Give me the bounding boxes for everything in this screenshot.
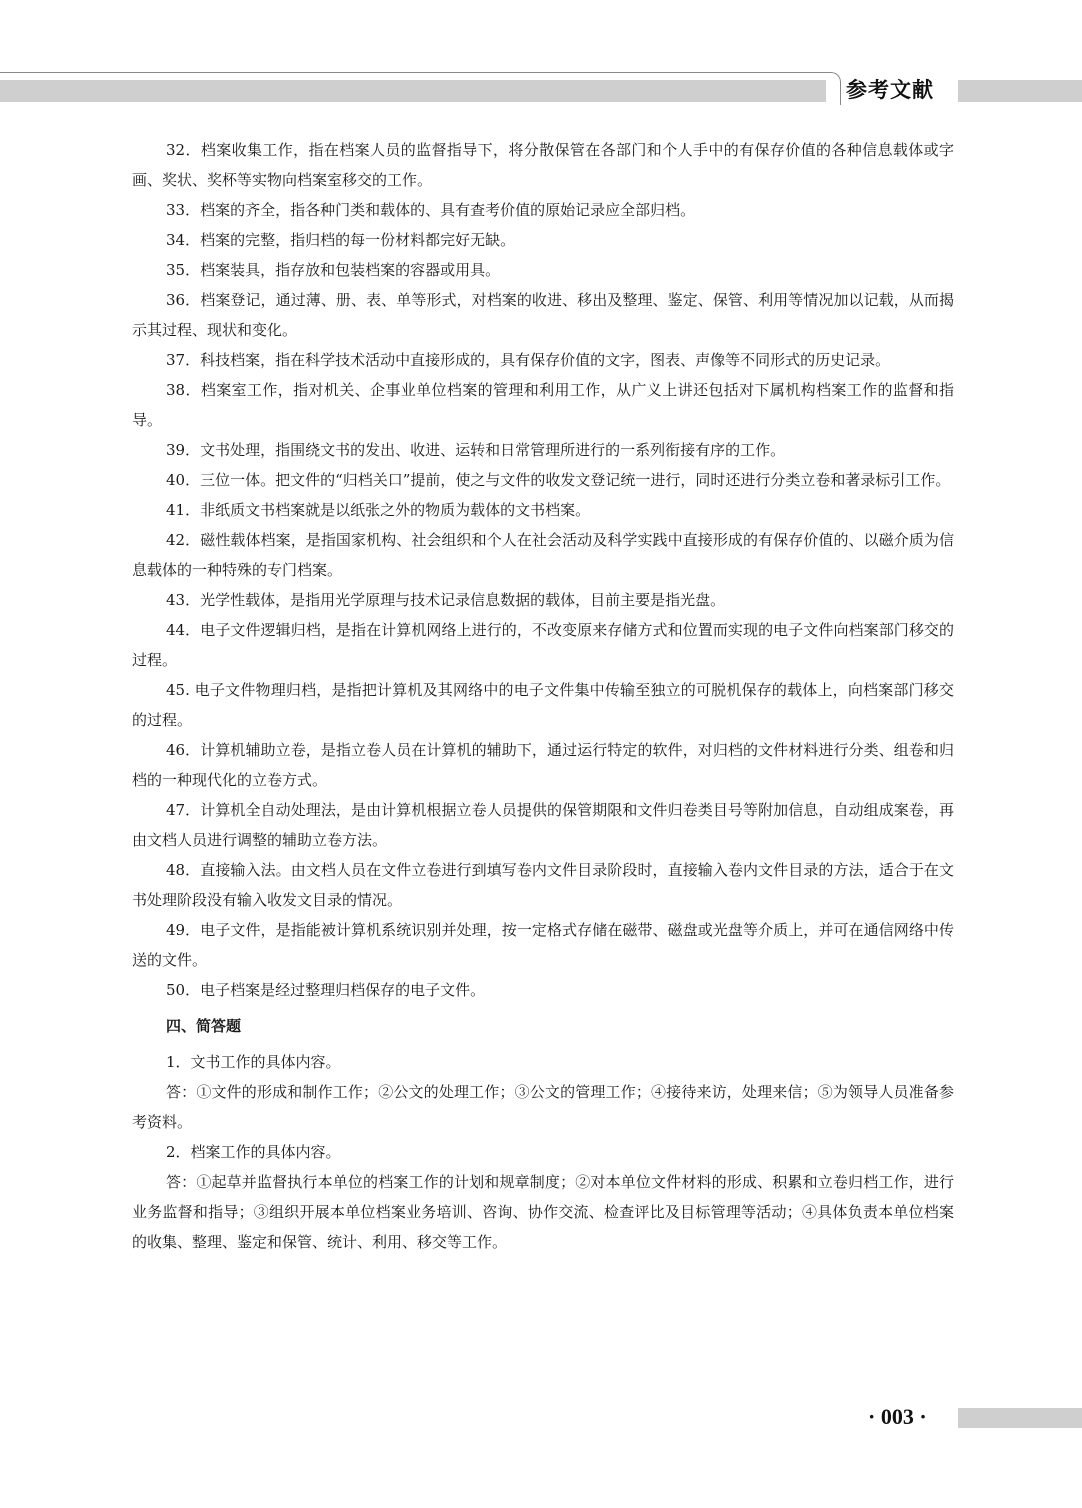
header-bar-right [958,80,1082,102]
question: 2．档案工作的具体内容。 [166,1143,341,1161]
paragraph: 42．磁性载体档案，是指国家机构、社会组织和个人在社会活动及科学实践中直接形成的有保存价值的、以磁介质为信息载体的一种特殊的专门档案。 [132,531,954,579]
section-title: 四、简答题 [166,1017,242,1035]
paragraph: 36．档案登记，通过薄、册、表、单等形式，对档案的收进、移出及整理、鉴定、保管、利用等情况加以记载，从而揭示其过程、现状和变化。 [132,291,954,339]
paragraph: 34．档案的完整，指归档的每一份材料都完好无缺。 [166,231,516,249]
header-bar-left [0,80,826,102]
paragraph: 37．科技档案，指在科学技术活动中直接形成的，具有保存价值的文字，图表、声像等不同形式的历史记录。 [166,351,891,369]
header-notch [826,72,841,105]
footer-bar [958,1408,1082,1428]
paragraph: 38．档案室工作，指对机关、企事业单位档案的管理和利用工作，从广义上讲还包括对下属机构档案工作的监督和指导。 [132,381,954,429]
page-number: · 003 · [868,1404,927,1429]
paragraph: 46．计算机辅助立卷，是指立卷人员在计算机的辅助下，通过运行特定的软件，对归档的文件材料进行分类、组卷和归档的一种现代化的立卷方式。 [132,741,954,789]
paragraph: 47．计算机全自动处理法，是由计算机根据立卷人员提供的保管期限和文件归卷类目号等附加信息，自动组成案卷，再由文档人员进行调整的辅助立卷方法。 [132,801,954,849]
paragraph: 43．光学性载体，是指用光学原理与技术记录信息数据的载体，目前主要是指光盘。 [166,591,726,609]
paragraph: 44．电子文件逻辑归档，是指在计算机网络上进行的，不改变原来存储方式和位置而实现的电子文件向档案部门移交的过程。 [132,621,954,669]
header-title: 参考文献 [846,78,934,102]
paragraph: 32．档案收集工作，指在档案人员的监督指导下，将分散保管在各部门和个人手中的有保存价值的各种信息载体或字画、奖状、奖杯等实物向档案室移交的工作。 [132,141,954,189]
answer: 答：①文件的形成和制作工作；②公文的处理工作；③公文的管理工作；④接待来访，处理来信；⑤为领导人员准备参考资料。 [132,1083,954,1131]
paragraph: 33．档案的齐全，指各种门类和载体的、具有查考价值的原始记录应全部归档。 [166,201,696,219]
paragraph: 41．非纸质文书档案就是以纸张之外的物质为载体的文书档案。 [166,501,591,519]
paragraph: 49．电子文件，是指能被计算机系统识别并处理，按一定格式存储在磁带、磁盘或光盘等介质上，并可在通信网络中传送的文件。 [132,921,954,969]
page-content [132,135,954,1257]
paragraph: 48．直接输入法。由文档人员在文件立卷进行到填写卷内文件目录阶段时，直接输入卷内文件目录的方法，适合于在文书处理阶段没有输入收发文目录的情况。 [132,861,954,909]
header-rule [0,72,830,73]
question: 1．文书工作的具体内容。 [166,1053,341,1071]
paragraph: 40．三位一体。把文件的“归档关口”提前，使之与文件的收发文登记统一进行，同时还进行分类立卷和著录标引工作。 [166,471,951,489]
paragraph: 35．档案装具，指存放和包装档案的容器或用具。 [166,261,501,279]
paragraph: 50．电子档案是经过整理归档保存的电子文件。 [166,981,486,999]
paragraph: 39．文书处理，指围绕文书的发出、收进、运转和日常管理所进行的一系列衔接有序的工作。 [166,441,786,459]
paragraph: 45. 电子文件物理归档，是指把计算机及其网络中的电子文件集中传输至独立的可脱机保存的载体上，向档案部门移交的过程。 [132,681,954,729]
answer: 答：①起草并监督执行本单位的档案工作的计划和规章制度；②对本单位文件材料的形成、积累和立卷归档工作，进行业务监督和指导；③组织开展本单位档案业务培训、咨询、协作交流、检查评比及目标管理等活动；④具体负责本单位档案的收集、整理、鉴定和保管、统计、利用、移交等工作。 [132,1173,954,1251]
